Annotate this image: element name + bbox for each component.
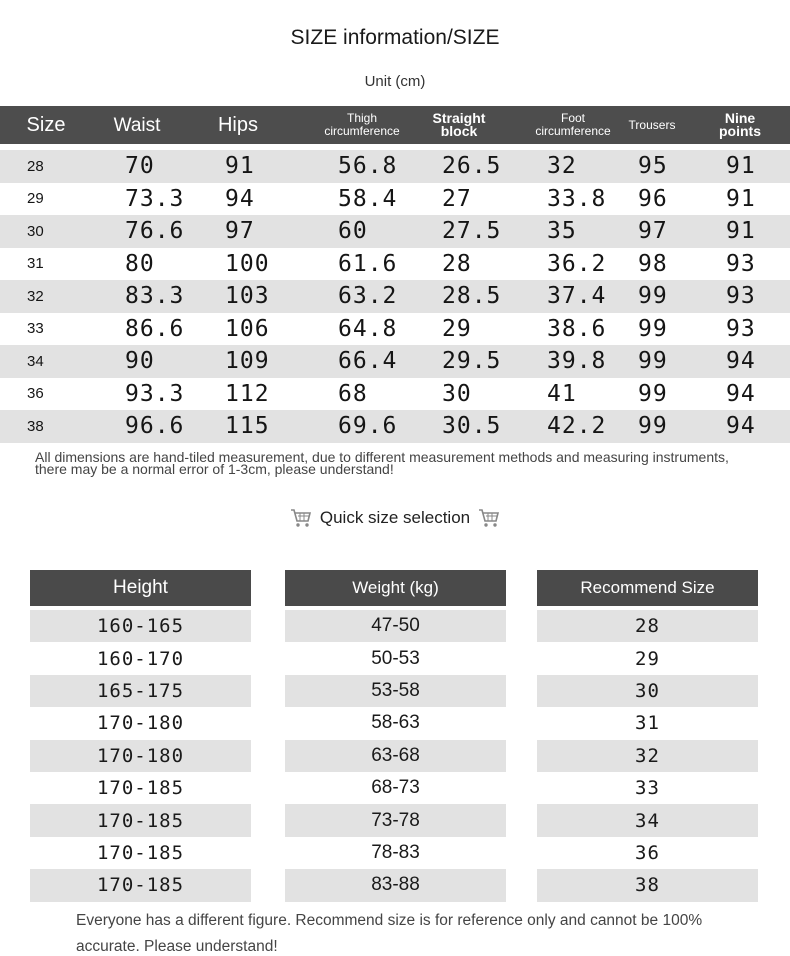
cell-thigh: 68 <box>338 380 368 407</box>
quick-size-title <box>0 508 790 528</box>
cell-size: 38 <box>27 417 44 435</box>
weight-cell: 58-63 <box>371 712 420 734</box>
header-thigh: Thigh circumference <box>324 111 400 138</box>
cell-waist: 76.6 <box>125 218 185 245</box>
recommend-size-cell: 29 <box>635 647 660 670</box>
header-trousers: Trousers <box>628 117 676 132</box>
table-row <box>0 183 790 216</box>
weight-values <box>285 610 506 902</box>
header-waist: Waist <box>113 114 161 136</box>
recommend-size-column <box>537 570 758 902</box>
cell-foot: 36.2 <box>547 250 607 277</box>
height-cell: 160-165 <box>30 610 251 642</box>
cell-nine-points: 94 <box>726 413 756 440</box>
cell-foot: 35 <box>547 218 577 245</box>
height-column <box>30 570 251 902</box>
shopping-cart-icon <box>290 508 312 528</box>
weight-cell: 78-83 <box>371 841 420 863</box>
cell-nine-points: 93 <box>726 283 756 310</box>
cell-waist: 70 <box>125 153 155 180</box>
table-row <box>0 280 790 313</box>
cell-nine-points: 93 <box>726 315 756 342</box>
cell-foot: 37.4 <box>547 283 607 310</box>
cell-straight-block: 28.5 <box>442 283 502 310</box>
cell-foot: 38.6 <box>547 315 607 342</box>
cell-thigh: 66.4 <box>338 348 398 375</box>
cell-foot: 41 <box>547 380 577 407</box>
weight-cell: 53-58 <box>285 675 506 707</box>
header-size: Size <box>26 113 66 136</box>
size-table-header <box>0 106 790 144</box>
recommend-size-cell: 38 <box>537 869 758 901</box>
weight-column <box>285 570 506 902</box>
cell-waist: 96.6 <box>125 413 185 440</box>
table-row <box>0 150 790 183</box>
cell-thigh: 61.6 <box>338 250 398 277</box>
cell-waist: 90 <box>125 348 155 375</box>
cell-straight-block: 29.5 <box>442 348 502 375</box>
cell-waist: 80 <box>125 250 155 277</box>
cell-size: 32 <box>27 287 44 305</box>
recommend-size-cell: 32 <box>537 740 758 772</box>
weight-cell: 68-73 <box>371 777 420 799</box>
weight-cell: 47-50 <box>285 610 506 642</box>
recommend-size-cell: 33 <box>635 777 660 800</box>
cell-foot: 32 <box>547 153 577 180</box>
table-row <box>0 378 790 411</box>
cell-straight-block: 27 <box>442 185 472 212</box>
cell-nine-points: 94 <box>726 380 756 407</box>
cell-hips: 115 <box>225 413 270 440</box>
height-cell: 170-180 <box>96 712 185 735</box>
cell-trousers: 99 <box>638 283 668 310</box>
cell-foot: 42.2 <box>547 413 607 440</box>
cell-straight-block: 28 <box>442 250 472 277</box>
cell-thigh: 58.4 <box>338 185 398 212</box>
height-cell: 170-185 <box>96 841 185 864</box>
quick-size-label: Quick size selection <box>319 508 471 527</box>
height-cell: 170-185 <box>30 804 251 836</box>
cell-trousers: 98 <box>638 250 668 277</box>
cell-straight-block: 29 <box>442 315 472 342</box>
cell-straight-block: 27.5 <box>442 218 502 245</box>
height-cell: 165-175 <box>30 675 251 707</box>
cell-nine-points: 94 <box>726 348 756 375</box>
cell-waist: 73.3 <box>125 185 185 212</box>
cell-thigh: 64.8 <box>338 315 398 342</box>
recommend-size-cell: 28 <box>537 610 758 642</box>
cell-straight-block: 30.5 <box>442 413 502 440</box>
recommend-size-cell: 31 <box>635 712 660 735</box>
cell-straight-block: 30 <box>442 380 472 407</box>
cell-size: 29 <box>27 190 44 208</box>
cell-thigh: 63.2 <box>338 283 398 310</box>
header-straight-block: Straight block <box>432 110 486 139</box>
cell-trousers: 99 <box>638 348 668 375</box>
cell-thigh: 56.8 <box>338 153 398 180</box>
cell-size: 36 <box>27 385 44 403</box>
cell-hips: 112 <box>225 380 270 407</box>
header-hips: Hips <box>217 113 258 136</box>
cell-trousers: 99 <box>638 413 668 440</box>
cell-hips: 100 <box>225 250 270 277</box>
cell-trousers: 97 <box>638 218 668 245</box>
cell-hips: 106 <box>225 315 270 342</box>
cell-nine-points: 91 <box>726 185 756 212</box>
cell-waist: 83.3 <box>125 283 185 310</box>
cell-thigh: 60 <box>338 218 368 245</box>
height-cell: 170-180 <box>30 740 251 772</box>
cell-nine-points: 91 <box>726 218 756 245</box>
cell-foot: 39.8 <box>547 348 607 375</box>
footer-note: Everyone has a different figure. Recommend size is for reference only and cannot be 100% accurate. Please understand! <box>76 912 703 955</box>
cell-waist: 86.6 <box>125 315 185 342</box>
shopping-cart-icon <box>478 508 500 528</box>
cell-trousers: 96 <box>638 185 668 212</box>
cell-straight-block: 26.5 <box>442 153 502 180</box>
cell-nine-points: 91 <box>726 153 756 180</box>
cell-size: 30 <box>27 222 44 240</box>
measurement-note: All dimensions are hand-tiled measurement, due to different measurement methods and measuring instruments, there may be a normal error of 1-3cm, please understand! <box>35 449 729 477</box>
cell-waist: 93.3 <box>125 380 185 407</box>
height-cell: 170-185 <box>96 777 185 800</box>
cell-hips: 109 <box>225 348 270 375</box>
cell-hips: 94 <box>225 185 255 212</box>
cell-hips: 103 <box>225 283 270 310</box>
weight-cell: 73-78 <box>285 804 506 836</box>
height-header: Height <box>30 570 251 606</box>
cell-hips: 91 <box>225 153 255 180</box>
cell-nine-points: 93 <box>726 250 756 277</box>
header-nine-points: Nine points <box>719 110 761 139</box>
cell-size: 28 <box>27 157 44 175</box>
cell-hips: 97 <box>225 218 255 245</box>
recommend-size-cell: 36 <box>635 841 660 864</box>
table-row <box>0 313 790 346</box>
recommend-size-cell: 34 <box>537 804 758 836</box>
table-row <box>0 215 790 248</box>
size-table-body <box>0 150 790 443</box>
recommend-size-cell: 30 <box>537 675 758 707</box>
cell-size: 34 <box>27 352 44 370</box>
cell-size: 33 <box>27 320 44 338</box>
cell-foot: 33.8 <box>547 185 607 212</box>
height-values <box>30 610 251 902</box>
weight-cell: 63-68 <box>285 740 506 772</box>
recommend-size-header: Recommend Size <box>537 570 758 606</box>
height-cell: 170-185 <box>30 869 251 901</box>
weight-cell: 83-88 <box>285 869 506 901</box>
table-row <box>0 248 790 281</box>
page-title: SIZE information/SIZE <box>290 26 500 49</box>
table-row <box>0 345 790 378</box>
cell-trousers: 99 <box>638 380 668 407</box>
cell-size: 31 <box>27 255 44 273</box>
recommend-size-values <box>537 610 758 902</box>
weight-cell: 50-53 <box>371 647 420 669</box>
height-cell: 160-170 <box>96 647 185 670</box>
cell-thigh: 69.6 <box>338 413 398 440</box>
table-row <box>0 410 790 443</box>
cell-trousers: 99 <box>638 315 668 342</box>
cell-trousers: 95 <box>638 153 668 180</box>
unit-label: Unit (cm) <box>364 73 426 90</box>
header-foot: Foot circumference <box>535 111 611 138</box>
weight-header: Weight (kg) <box>285 570 506 606</box>
